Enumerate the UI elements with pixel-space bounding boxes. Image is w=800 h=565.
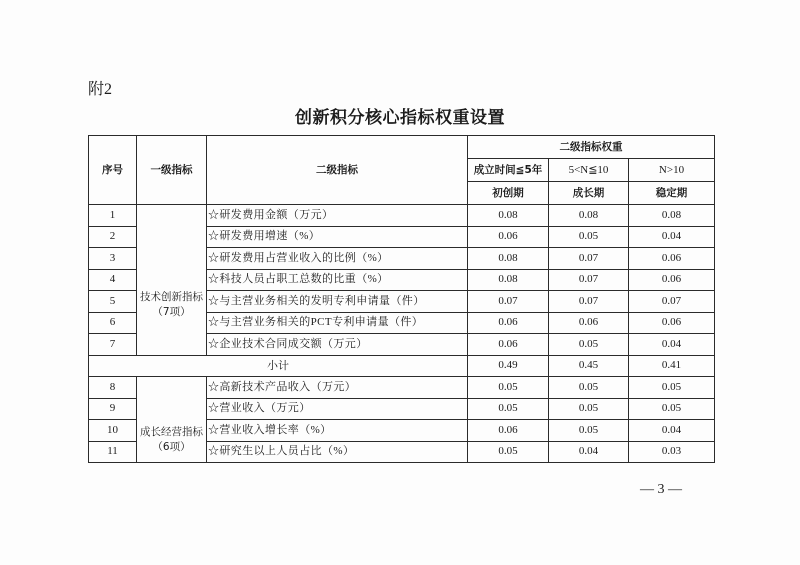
weight-startup: 0.08 [468, 205, 549, 227]
group-count: （7项） [152, 305, 191, 318]
subtotal-label: 小计 [89, 355, 468, 377]
document-title: 创新积分核心指标权重设置 [295, 108, 505, 128]
weight-startup: 0.06 [468, 312, 549, 334]
weight-startup: 0.06 [468, 226, 549, 248]
header-stage-name-growth: 成长期 [549, 182, 629, 205]
header-index: 序号 [89, 136, 137, 205]
subtotal-weight-growth: 0.45 [549, 355, 629, 377]
weight-growth: 0.05 [549, 377, 629, 399]
row-index: 5 [89, 291, 137, 313]
subtotal-weight-startup: 0.49 [468, 355, 549, 377]
weight-startup: 0.08 [468, 248, 549, 270]
subtotal-weight-stable: 0.41 [629, 355, 715, 377]
row-index: 3 [89, 248, 137, 270]
group-count: （6项） [152, 440, 191, 453]
header-stage-name-startup: 初创期 [468, 182, 549, 205]
row-index: 7 [89, 334, 137, 356]
page-number: — 3 — [640, 482, 682, 497]
group-label: 成长经营指标 [140, 425, 203, 438]
weight-growth: 0.08 [549, 205, 629, 227]
row-index: 11 [89, 441, 137, 463]
indicator-name: ☆研发费用增速（%） [207, 226, 468, 248]
row-index: 2 [89, 226, 137, 248]
header-row [89, 136, 715, 159]
weight-growth: 0.07 [549, 291, 629, 313]
weight-stable: 0.03 [629, 441, 715, 463]
group-label-cell [137, 377, 207, 463]
header-stage-condition-startup: 成立时间≦5年 [468, 159, 549, 182]
indicator-name: ☆营业收入增长率（%） [207, 420, 468, 442]
header-stage-condition-stable: N>10 [629, 159, 715, 182]
weight-stable: 0.05 [629, 398, 715, 420]
weight-growth: 0.07 [549, 248, 629, 270]
weight-growth: 0.05 [549, 226, 629, 248]
weight-growth: 0.04 [549, 441, 629, 463]
header-stage-name-stable: 稳定期 [629, 182, 715, 205]
weight-stable: 0.08 [629, 205, 715, 227]
weight-stable: 0.07 [629, 291, 715, 313]
weight-stable: 0.06 [629, 248, 715, 270]
weight-growth: 0.06 [549, 312, 629, 334]
table-row [89, 377, 715, 399]
indicator-name: ☆科技人员占职工总数的比重（%） [207, 269, 468, 291]
header-level1: 一级指标 [137, 136, 207, 205]
indicator-name: ☆与主营业务相关的发明专利申请量（件） [207, 291, 468, 313]
table-row [89, 205, 715, 227]
weight-stable: 0.05 [629, 377, 715, 399]
weight-stable: 0.04 [629, 226, 715, 248]
header-stage-condition-growth: 5<N≦10 [549, 159, 629, 182]
row-index: 4 [89, 269, 137, 291]
subtotal-row [89, 355, 715, 377]
indicator-name: ☆营业收入（万元） [207, 398, 468, 420]
row-index: 10 [89, 420, 137, 442]
indicator-name: ☆与主营业务相关的PCT专利申请量（件） [207, 312, 468, 334]
weight-growth: 0.05 [549, 398, 629, 420]
weight-startup: 0.05 [468, 377, 549, 399]
weight-startup: 0.06 [468, 420, 549, 442]
indicator-name: ☆高新技术产品收入（万元） [207, 377, 468, 399]
header-weight-group: 二级指标权重 [468, 136, 715, 159]
group-label-cell [137, 205, 207, 356]
row-index: 9 [89, 398, 137, 420]
weight-startup: 0.05 [468, 441, 549, 463]
weight-table [88, 135, 715, 463]
weight-startup: 0.05 [468, 398, 549, 420]
indicator-name: ☆研发费用占营业收入的比例（%） [207, 248, 468, 270]
weight-stable: 0.06 [629, 269, 715, 291]
weight-startup: 0.06 [468, 334, 549, 356]
weight-growth: 0.07 [549, 269, 629, 291]
weight-stable: 0.04 [629, 334, 715, 356]
weight-stable: 0.04 [629, 420, 715, 442]
annex-label: 附2 [88, 81, 113, 98]
row-index: 8 [89, 377, 137, 399]
weight-startup: 0.07 [468, 291, 549, 313]
indicator-name: ☆研发费用金额（万元） [207, 205, 468, 227]
indicator-name: ☆研究生以上人员占比（%） [207, 441, 468, 463]
weight-stable: 0.06 [629, 312, 715, 334]
indicator-name: ☆企业技术合同成交额（万元） [207, 334, 468, 356]
group-label: 技术创新指标 [140, 290, 203, 303]
weight-growth: 0.05 [549, 420, 629, 442]
weight-startup: 0.08 [468, 269, 549, 291]
weight-growth: 0.05 [549, 334, 629, 356]
row-index: 1 [89, 205, 137, 227]
header-level2: 二级指标 [207, 136, 468, 205]
row-index: 6 [89, 312, 137, 334]
